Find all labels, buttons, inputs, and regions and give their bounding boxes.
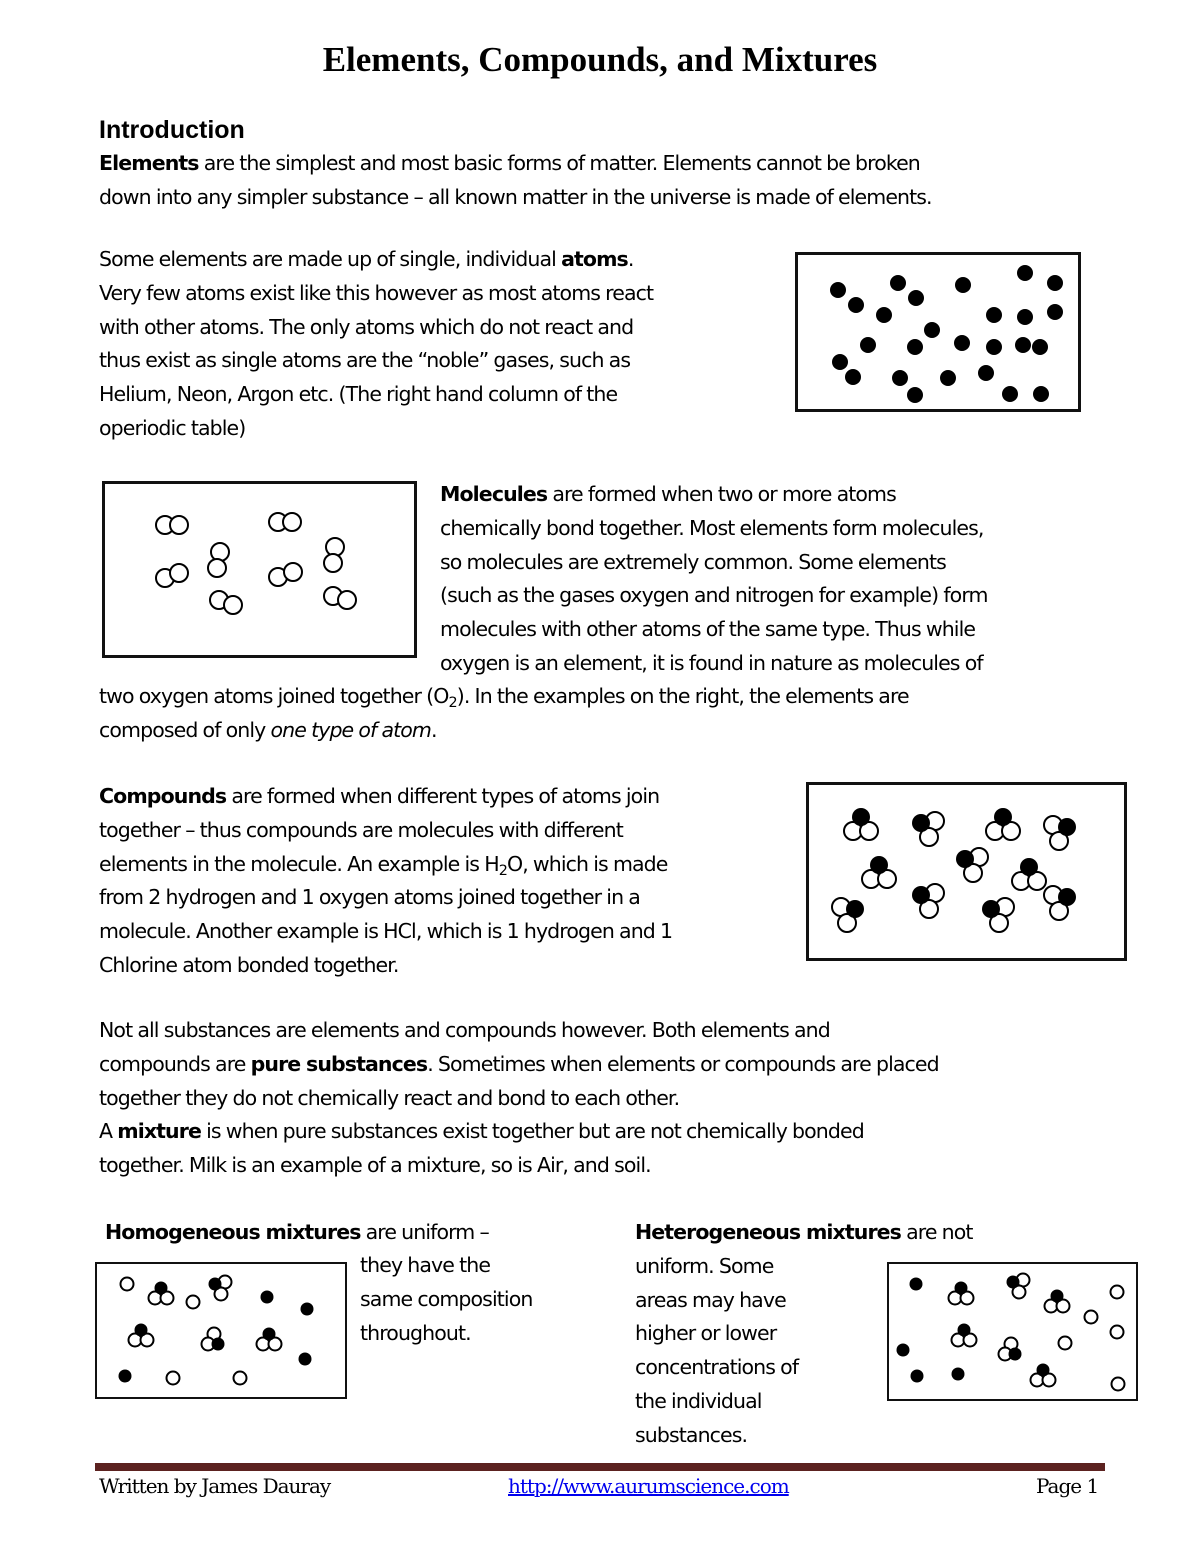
footer-author: Written by James Dauray [99, 1474, 331, 1498]
black-atom [955, 1282, 968, 1295]
intro-line-2: down into any simpler substance – all known matter in the universe is made of elements. [99, 184, 932, 209]
molecules-line-8: composed of only one type of atom. [99, 717, 437, 742]
term-pure-substances: pure substances [250, 1051, 428, 1076]
atoms-line-2: Very few atoms exist like this however as most atoms react [99, 280, 654, 305]
term-molecules: Molecules [440, 482, 548, 506]
atom [1112, 1378, 1125, 1391]
atom-dot [907, 339, 923, 355]
atom-dot [978, 365, 994, 381]
heterogeneous-figure [887, 1262, 1138, 1401]
section-heading-introduction: Introduction [99, 116, 245, 144]
black-atom [1009, 1348, 1022, 1361]
mixtures-line-2: compounds are pure substances. Sometimes when elements or compounds are placed [99, 1051, 939, 1076]
atom-dot [986, 307, 1002, 323]
homogeneous-figure [95, 1262, 347, 1399]
atom-dot [986, 339, 1002, 355]
black-atom [155, 1282, 168, 1295]
atom [1059, 1337, 1072, 1350]
atoms-line-4: thus exist as single atoms are the “noble” gases, such as [99, 348, 631, 373]
oxygen-atom [912, 814, 930, 832]
oxygen-atom [208, 559, 226, 577]
atom [911, 1370, 924, 1383]
molecules-line-6: oxygen is an element, it is found in nature as molecules of [440, 650, 983, 675]
oxygen-atom [283, 513, 301, 531]
atom [121, 1278, 134, 1291]
molecules-line-5: molecules with other atoms of the same type. Thus while [440, 617, 976, 642]
oxygen-atom [870, 856, 888, 874]
homogeneous-line-1: are uniform – [360, 1220, 489, 1244]
molecules-paragraph-top [440, 478, 988, 681]
atom-dot [1047, 275, 1063, 291]
atoms-paragraph [99, 243, 653, 446]
single-atoms-diagram [798, 255, 1078, 409]
mixtures-line-3: together they do not chemically react and bond to each other. [99, 1085, 680, 1110]
molecules-paragraph-bottom [99, 680, 909, 748]
molecules-line-7: two oxygen atoms joined together $(O_2)$. In the examples on the right, the elements are [99, 684, 909, 711]
homogeneous-mixture-diagram [97, 1264, 345, 1397]
oxygen-atom [912, 886, 930, 904]
atom-dot [860, 337, 876, 353]
atoms-line-3: with other atoms. The only atoms which do not react and [99, 314, 634, 339]
atom-dot [1002, 386, 1018, 402]
atom-dot [832, 354, 848, 370]
atom-dot [876, 307, 892, 323]
term-compounds: Compounds [99, 784, 227, 808]
oxygen-atom [224, 596, 242, 614]
compounds-line-1: are formed when different types of atoms join [226, 784, 660, 808]
black-atom [209, 1278, 222, 1291]
single-atoms-figure [795, 252, 1081, 412]
oxygen-atom [846, 900, 864, 918]
atom [301, 1303, 314, 1316]
heterogeneous-line-3: areas may have [635, 1287, 786, 1312]
atom-dot [1032, 339, 1048, 355]
term-elements: Elements [99, 151, 199, 175]
atom-dot [1017, 265, 1033, 281]
term-atoms: atoms [561, 247, 628, 271]
black-atom [1037, 1364, 1050, 1377]
compounds-line-6: Chlorine atom bonded together. [99, 952, 399, 977]
atom-dot [907, 387, 923, 403]
atom-dot [845, 369, 861, 385]
atom-dot [924, 322, 940, 338]
atom [187, 1296, 200, 1309]
footer-page-number: Page 1 [1036, 1474, 1099, 1498]
molecules-figure [102, 481, 417, 658]
atom [1111, 1286, 1124, 1299]
mixtures-line-1: Not all substances are elements and compounds however. Both elements and [99, 1018, 830, 1042]
compound-molecules-diagram [809, 785, 1124, 958]
atom [119, 1370, 132, 1383]
heterogeneous-line-1: are not [900, 1220, 973, 1244]
compounds-line-2: together – thus compounds are molecules with different [99, 817, 623, 842]
heterogeneous-line-6: the individual [635, 1388, 762, 1413]
oxygen-atom [982, 900, 1000, 918]
atoms-line-1: Some elements are made up of single, individual atoms. [99, 247, 634, 271]
mixtures-paragraph [99, 1014, 939, 1183]
term-mixture: mixture [117, 1119, 201, 1144]
mixtures-line-5: together. Milk is an example of a mixture, so is Air, and soil. [99, 1153, 651, 1178]
compounds-line-5: molecule. Another example is HCl, which is 1 hydrogen and 1 [99, 919, 673, 944]
atom-dot [890, 275, 906, 291]
atom [261, 1291, 274, 1304]
oxygen-atom [211, 543, 229, 561]
oxygen-atom [956, 850, 974, 868]
homogeneous-line-2: they have the [360, 1253, 491, 1277]
atom-dot [830, 282, 846, 298]
oxygen-atom [1058, 818, 1076, 836]
molecules-line-1: are formed when two or more atoms [547, 482, 896, 506]
atom-dot [1017, 309, 1033, 325]
compounds-paragraph [99, 780, 672, 983]
heterogeneous-line-5: concentrations of [635, 1355, 799, 1380]
atom-dot [892, 370, 908, 386]
atom [1111, 1326, 1124, 1339]
atom-dot [1047, 304, 1063, 320]
oxygen-atom [284, 563, 302, 581]
black-atom [135, 1324, 148, 1337]
black-atom [212, 1338, 225, 1351]
oxygen-atom [852, 808, 870, 826]
atoms-line-5: Helium, Neon, Argon etc. (The right hand column of the [99, 382, 618, 407]
footer-website-link[interactable]: http://www.aurumscience.com [508, 1474, 789, 1498]
atom [910, 1278, 923, 1291]
heterogeneous-line-7: substances. [635, 1422, 748, 1447]
heterogeneous-line-4: higher or lower [635, 1321, 777, 1346]
molecules-line-4: (such as the gases oxygen and nitrogen for example) form [440, 583, 988, 608]
homogeneous-paragraph [360, 1249, 532, 1350]
homogeneous-line-3: same composition [360, 1286, 533, 1311]
black-atom [1051, 1290, 1064, 1303]
homogeneous-line-4: throughout. [360, 1320, 471, 1345]
oxygen-atom [338, 591, 356, 609]
heterogeneous-line-2: uniform. Some [635, 1253, 774, 1278]
atom-dot [848, 297, 864, 313]
molecules-line-2: chemically bond together. Most elements form molecules, [440, 515, 984, 540]
compounds-line-4: from 2 hydrogen and 1 oxygen atoms joined together in a [99, 885, 640, 910]
oxygen-atom [324, 554, 342, 572]
oxygen-atom [994, 808, 1012, 826]
term-heterogeneous-mixtures: Heterogeneous mixtures [635, 1220, 901, 1244]
oxygen-atom [1058, 888, 1076, 906]
heterogeneous-mixture-diagram [889, 1264, 1136, 1399]
black-atom [263, 1328, 276, 1341]
atoms-line-6: operiodic table) [99, 415, 246, 440]
atom [234, 1372, 247, 1385]
footer-link-wrap [508, 1474, 789, 1498]
mixtures-line-4: A mixture is when pure substances exist together but are not chemically bonded [99, 1119, 864, 1144]
atom-dot [908, 290, 924, 306]
intro-line-1: are the simplest and most basic forms of matter. Elements cannot be broken [198, 151, 920, 175]
atom [897, 1344, 910, 1357]
atom-dot [940, 370, 956, 386]
molecules-line-3: so molecules are extremely common. Some elements [440, 549, 946, 574]
atom-dot [954, 335, 970, 351]
oxygen-atom [170, 564, 188, 582]
homogeneous-heading-line [105, 1216, 489, 1250]
black-atom [958, 1324, 971, 1337]
term-homogeneous-mixtures: Homogeneous mixtures [105, 1220, 361, 1244]
atom-dot [955, 277, 971, 293]
atom [1085, 1311, 1098, 1324]
footer-rule [95, 1463, 1105, 1471]
diatomic-molecules-diagram [105, 484, 414, 655]
compounds-figure [806, 782, 1127, 961]
atom [952, 1368, 965, 1381]
atom-dot [1033, 386, 1049, 402]
atom [299, 1353, 312, 1366]
compounds-line-3: elements in the molecule. An example is $H_2O$, which is made [99, 851, 668, 879]
emphasis-one-type-of-atom: one type of atom [270, 717, 431, 742]
intro-paragraph [99, 147, 932, 215]
oxygen-atom [170, 516, 188, 534]
atom-dot [1015, 337, 1031, 353]
oxygen-atom [1020, 858, 1038, 876]
atom [167, 1372, 180, 1385]
black-atom [1007, 1276, 1020, 1289]
page-title: Elements, Compounds, and Mixtures [322, 40, 878, 79]
